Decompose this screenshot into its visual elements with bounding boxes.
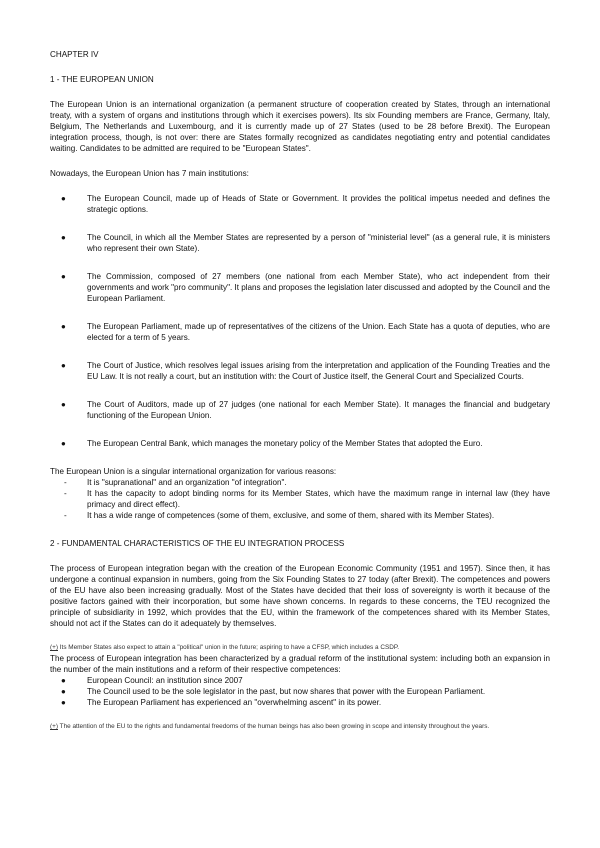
integration-paragraph: The process of European integration began with the creation of the European Economic Community (1951 and 1957). Since then, it has undergone a continual expansion in numbers, going from the Six Founding States to 27 today (after Brexit). The competences and powers of the EU have also been increasing gradually. Most of the States have decided that their loss of sovereignty is worth it because of the positive factors gained with their incorporation, but some have shown concerns. In regards to these concerns, the TEU recognized the principle of subsidiarity in 1992, which provides that the EU, within the framework of the competences shared with its Member States, should not act if the States can do it adequately by themselves. [50,564,550,628]
note-marker: (+) [50,723,58,730]
bullet-icon: ● [61,272,66,281]
institutions-list [50,193,550,449]
bullet-icon: ● [61,322,66,331]
institution-text: The Court of Auditors, made up of 27 judges (one national for each Member State). It manages the financial and budgetary functioning of the European Union. [87,400,550,420]
institutions-lead: Nowadays, the European Union has 7 main institutions: [50,169,249,178]
dash-icon: - [64,478,67,487]
list-item [50,477,550,488]
bullet-icon: ● [61,400,66,409]
bullet-icon: ● [61,676,66,685]
institution-text: The European Central Bank, which manages the monetary policy of the Member States that adopted the Euro. [87,439,483,448]
list-item [50,510,550,521]
section-1-heading: 1 - THE EUROPEAN UNION [50,75,154,84]
eu-intro-paragraph: The European Union is an international organization (a permanent structure of cooperation created by States, through an international treaty, with a system of organs and institutions through which it exercises powers). Its six Founding members are France, Germany, Italy, Belgium, The Netherlands and Luxembourg, and it is currently made up of 27 States (used to be 28 before Brexit). The European integration process, though, is not over: there are States formally recognized as candidates negotiating entry and potential candidates waiting. Candidates to be admitted are required to be "European States". [50,100,550,153]
list-item [50,488,550,510]
footnote-human-rights [50,722,550,732]
singular-reasons-list [50,477,550,521]
note-text: The attention of the EU to the rights and fundamental freedoms of the human beings has also been growing in scope and intensity throughout the years. [58,723,490,730]
reform-paragraph: The process of European integration has been characterized by a gradual reform of the institutional system: including both an expansion in the number of the main institutions and a reform of their respective competences: [50,654,550,674]
reason-text: It has the capacity to adopt binding norms for its Member States, which have the maximum range in internal law (they have primacy and direct effect). [87,489,550,509]
bullet-icon: ● [61,698,66,707]
dash-icon: - [64,489,67,498]
bullet-icon: ● [61,687,66,696]
bullet-icon: ● [61,439,66,448]
list-item [50,697,550,708]
bullet-icon: ● [61,194,66,203]
bullet-icon: ● [61,361,66,370]
note-marker: (+) [50,644,58,651]
note-text: Its Member States also expect to attain a "political" union in the future; aspiring to have a CFSP, which includes a CSDP. [58,644,400,651]
reform-text: European Council: an institution since 2007 [87,676,243,685]
section-2-heading: 2 - FUNDAMENTAL CHARACTERISTICS OF THE EU INTEGRATION PROCESS [50,539,345,548]
reform-text: The Council used to be the sole legislator in the past, but now shares that power with the European Parliament. [87,687,486,696]
reform-text: The European Parliament has experienced an "overwhelming ascent" in its power. [87,698,382,707]
list-item [50,675,550,686]
bullet-icon: ● [61,233,66,242]
footnote-political-union [50,643,550,653]
institution-text: The European Council, made up of Heads of State or Government. It provides the political impetus needed and defines the strategic options. [87,194,550,214]
list-item [50,399,550,421]
list-item [50,438,550,449]
singular-lead: The European Union is a singular international organization for various reasons: [50,467,337,476]
list-item [50,686,550,697]
institution-text: The European Parliament, made up of representatives of the citizens of the Union. Each State has a quota of deputies, who are elected for a term of 5 years. [87,322,550,342]
list-item [50,193,550,215]
institution-text: The Court of Justice, which resolves legal issues arising from the interpretation and application of the Founding Treaties and the EU Law. It is not really a court, but an institution with: the Court of Justice itself, the General Court and Specialized Courts. [87,361,550,381]
list-item [50,232,550,254]
institution-text: The Council, in which all the Member States are represented by a person of "ministerial level" (as a general rule, it is ministers who represent their own State). [87,233,550,253]
list-item [50,360,550,382]
dash-icon: - [64,511,67,520]
list-item [50,321,550,343]
list-item [50,271,550,304]
reason-text: It is "supranational" and an organization "of integration". [87,478,287,487]
reforms-list [50,675,550,708]
chapter-title: CHAPTER IV [50,50,99,59]
reason-text: It has a wide range of competences (some of them, exclusive, and some of them, shared with its Member States). [87,511,495,520]
institution-text: The Commission, composed of 27 members (one national from each Member State), who act independent from their governments and work "pro community". It plans and proposes the legislation later discussed and adopted by the Council and the European Parliament. [87,272,550,303]
